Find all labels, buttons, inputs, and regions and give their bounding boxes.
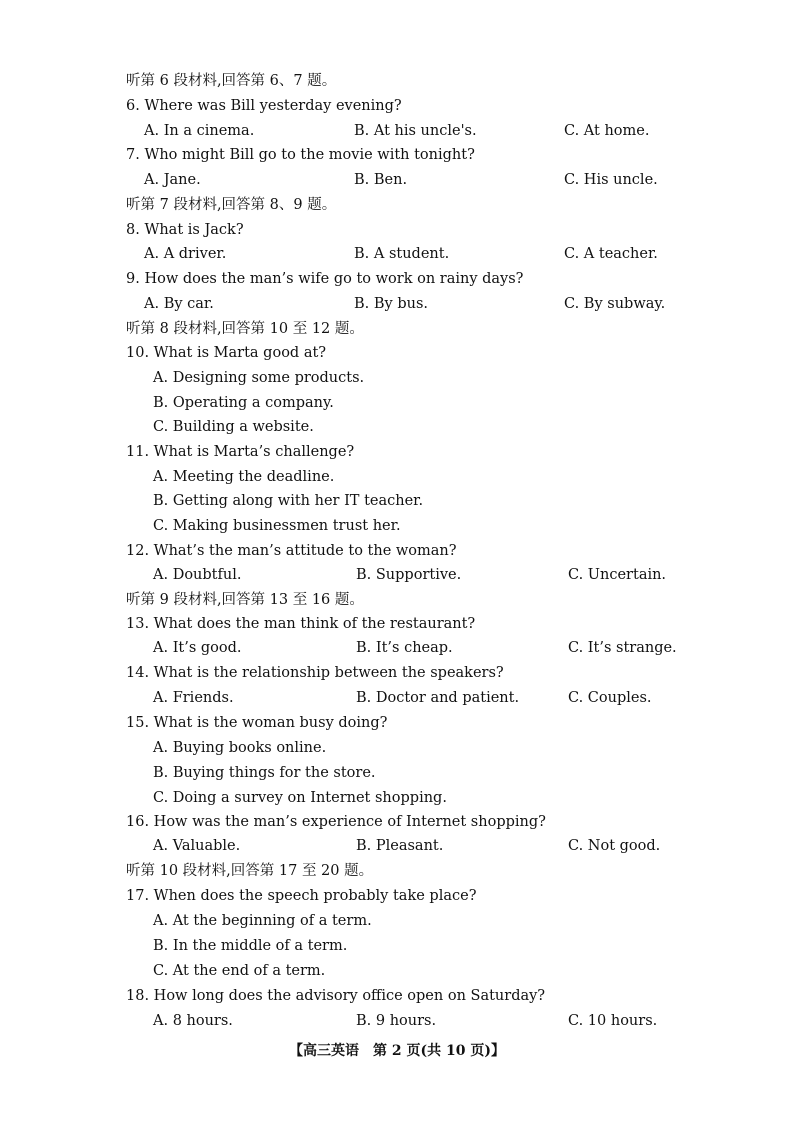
question-text	[0, 613, 794, 635]
answer-option: B. Pleasant.	[356, 838, 444, 854]
question-prompt: 8. What is Jack?	[126, 222, 244, 238]
answer-option: C. Couples.	[568, 690, 652, 706]
answer-option-row	[0, 367, 794, 389]
section-heading	[0, 860, 794, 882]
question-text	[0, 342, 794, 364]
answer-option: C. By subway.	[564, 296, 666, 312]
answer-option-row	[0, 466, 794, 488]
section-heading	[0, 194, 794, 216]
answer-option: A. Friends.	[153, 690, 234, 706]
answer-option: C. Making businessmen trust her.	[153, 518, 401, 534]
answer-option: B. Buying things for the store.	[153, 765, 376, 781]
options-row	[0, 835, 794, 857]
answer-option: B. Doctor and patient.	[356, 690, 520, 706]
question-prompt: 13. What does the man think of the restaurant?	[126, 616, 476, 632]
options-row	[0, 1010, 794, 1032]
question-text	[0, 268, 794, 290]
section-heading-text: 听第 10 段材料,回答第 17 至 20 题。	[126, 863, 374, 879]
question-text	[0, 811, 794, 833]
section-heading-text: 听第 7 段材料,回答第 8、9 题。	[126, 197, 337, 213]
section-heading	[0, 589, 794, 611]
question-text	[0, 712, 794, 734]
question-prompt: 17. When does the speech probably take place?	[126, 888, 477, 904]
answer-option: C. Not good.	[568, 838, 661, 854]
answer-option: B. Getting along with her IT teacher.	[153, 493, 424, 509]
section-heading	[0, 318, 794, 340]
answer-option-row	[0, 935, 794, 957]
question-prompt: 14. What is the relationship between the speakers?	[126, 665, 504, 681]
answer-option: A. By car.	[144, 296, 214, 312]
answer-option: C. His uncle.	[564, 172, 658, 188]
answer-option: C. 10 hours.	[568, 1013, 658, 1029]
answer-option-row	[0, 416, 794, 438]
options-row	[0, 120, 794, 142]
answer-option: B. At his uncle's.	[354, 123, 477, 139]
question-prompt: 15. What is the woman busy doing?	[126, 715, 388, 731]
answer-option: C. Uncertain.	[568, 567, 667, 583]
answer-option: A. Jane.	[144, 172, 201, 188]
answer-option: A. 8 hours.	[153, 1013, 233, 1029]
answer-option: B. In the middle of a term.	[153, 938, 348, 954]
question-prompt: 11. What is Marta’s challenge?	[126, 444, 355, 460]
answer-option: B. It’s cheap.	[356, 640, 453, 656]
options-row	[0, 243, 794, 265]
answer-option: C. Building a website.	[153, 419, 314, 435]
answer-option: A. Doubtful.	[153, 567, 242, 583]
answer-option: A. Meeting the deadline.	[153, 469, 335, 485]
options-row	[0, 687, 794, 709]
question-text	[0, 95, 794, 117]
answer-option-row	[0, 490, 794, 512]
answer-option: C. It’s strange.	[568, 640, 677, 656]
answer-option: A. Designing some products.	[153, 370, 365, 386]
question-text	[0, 985, 794, 1007]
answer-option-row	[0, 515, 794, 537]
answer-option: B. Operating a company.	[153, 395, 334, 411]
answer-option-row	[0, 737, 794, 759]
options-row	[0, 637, 794, 659]
answer-option: A. It’s good.	[153, 640, 242, 656]
answer-option-row	[0, 392, 794, 414]
question-prompt: 7. Who might Bill go to the movie with tonight?	[126, 147, 475, 163]
section-heading-text: 听第 8 段材料,回答第 10 至 12 题。	[126, 321, 364, 337]
question-text	[0, 219, 794, 241]
answer-option: C. Doing a survey on Internet shopping.	[153, 790, 447, 806]
answer-option-row	[0, 762, 794, 784]
question-text	[0, 441, 794, 463]
answer-option-row	[0, 960, 794, 982]
options-row	[0, 169, 794, 191]
section-heading	[0, 70, 794, 92]
question-text	[0, 662, 794, 684]
question-prompt: 10. What is Marta good at?	[126, 345, 327, 361]
question-text	[0, 885, 794, 907]
page-footer: 【高三英语 第 2 页(共 10 页)】	[289, 1043, 505, 1059]
question-prompt: 18. How long does the advisory office open on Saturday?	[126, 988, 546, 1004]
question-prompt: 9. How does the man’s wife go to work on rainy days?	[126, 271, 524, 287]
question-text	[0, 540, 794, 562]
answer-option: A. At the beginning of a term.	[153, 913, 372, 929]
answer-option: C. At the end of a term.	[153, 963, 326, 979]
options-row	[0, 293, 794, 315]
answer-option: B. Supportive.	[356, 567, 462, 583]
options-row	[0, 564, 794, 586]
question-prompt: 16. How was the man’s experience of Internet shopping?	[126, 814, 546, 830]
answer-option: B. By bus.	[354, 296, 429, 312]
answer-option-row	[0, 787, 794, 809]
answer-option: B. Ben.	[354, 172, 408, 188]
answer-option: C. A teacher.	[564, 246, 658, 262]
answer-option: A. A driver.	[144, 246, 227, 262]
answer-option-row	[0, 910, 794, 932]
section-heading-text: 听第 6 段材料,回答第 6、7 题。	[126, 73, 337, 89]
question-prompt: 6. Where was Bill yesterday evening?	[126, 98, 402, 114]
answer-option: C. At home.	[564, 123, 650, 139]
answer-option: A. Buying books online.	[153, 740, 327, 756]
answer-option: B. 9 hours.	[356, 1013, 437, 1029]
answer-option: A. In a cinema.	[144, 123, 255, 139]
question-prompt: 12. What’s the man’s attitude to the woman?	[126, 543, 457, 559]
section-heading-text: 听第 9 段材料,回答第 13 至 16 题。	[126, 592, 364, 608]
question-text	[0, 144, 794, 166]
answer-option: A. Valuable.	[153, 838, 241, 854]
answer-option: B. A student.	[354, 246, 450, 262]
